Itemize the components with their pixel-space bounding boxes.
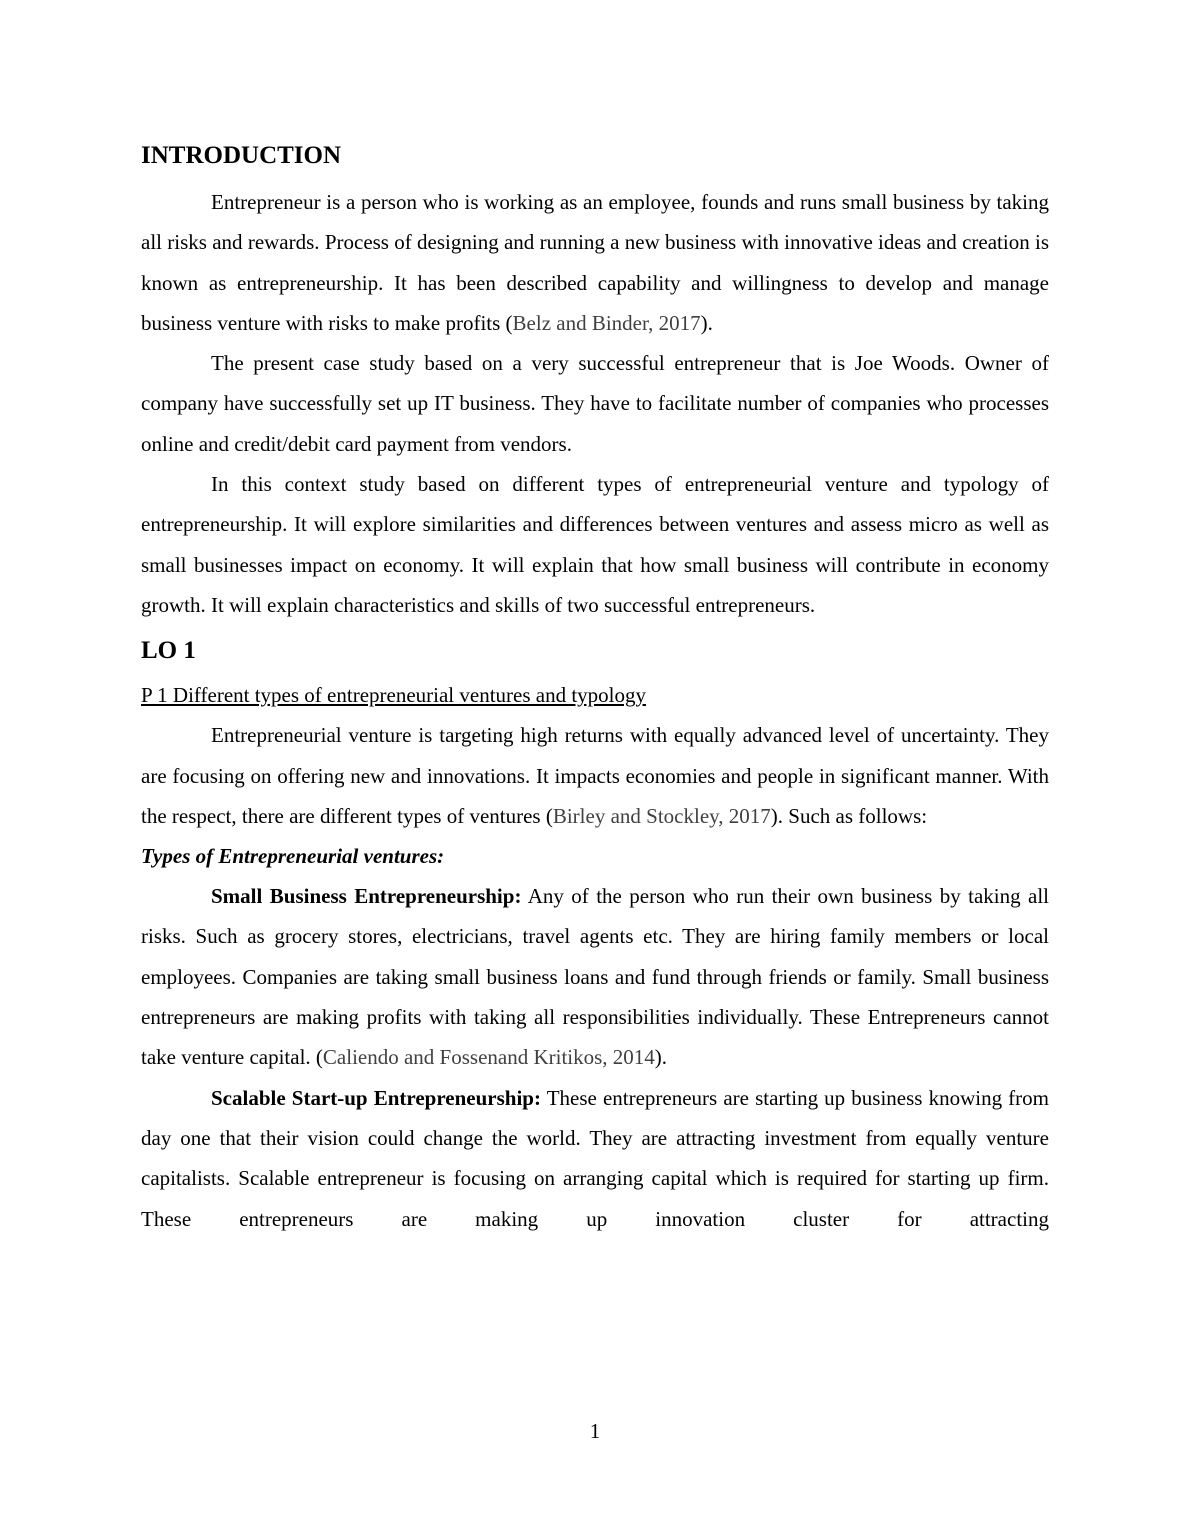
intro-paragraph-1-after: ). [700,310,713,335]
intro-paragraph-3: In this context study based on different types of entrepreneurial venture and typology of entrepreneurship. It will explore similarities and differences between ventures and assess micro as well as small businesses impact on economy. It will explain that how small business will contribute in economy growth. It will explain characteristics and skills of two successful entrepreneurs. [141,472,1049,617]
p1-paragraph-after: ). Such as follows: [770,803,928,828]
citation-caliendo: Caliendo and Fossenand Kritikos, 2014 [322,1045,655,1070]
small-business-after: ). [654,1045,668,1070]
scalable-term: Scalable Start-up Entrepreneurship: [211,1085,541,1110]
intro-paragraph-1 [141,182,1049,343]
small-business-paragraph [141,876,1049,1077]
types-heading: Types of Entrepreneurial ventures: [141,844,445,869]
page-number: 1 [589,1419,601,1443]
citation-birley-stockley: Birley and Stockley, 2017 [552,803,771,828]
scalable-paragraph [141,1078,1049,1239]
introduction-heading: INTRODUCTION [141,142,342,169]
scalable-text: These entrepreneurs are starting up business knowing from day one that their vision could change the world. They are attracting investment from equally venture capitalists. Scalable entrepreneur is focusing on arranging capital which is required for starting up firm. These entrepreneurs are making up innovation cluster for attracting [141,1085,1049,1231]
small-business-term: Small Business Entrepreneurship: [211,884,522,909]
p1-subheading: P 1 Different types of entrepreneurial ventures and typology [141,683,647,708]
small-business-text: Any of the person who run their own business by taking all risks. Such as grocery stores, electricians, travel agents etc. They are hiring family members or local employees. Companies are taking small business loans and fund through friends or family. Small business entrepreneurs are making profits with taking all responsibilities individually. These Entrepreneurs cannot take venture capital. ( [141,884,1049,1070]
lo1-heading: LO 1 [141,637,196,665]
intro-paragraph-2: The present case study based on a very successful entrepreneur that is Joe Woods. Owner of company have successfully set up IT business. They have to facilitate number of companies who processes online and credit/debit card payment from vendors. [141,351,1049,456]
p1-paragraph-text: Entrepreneurial venture is targeting high returns with equally advanced level of uncertainty. They are focusing on offering new and innovations. It impacts economies and people in significant manner. With the respect, there are different types of ventures ( [141,723,1049,828]
p1-paragraph [141,715,1049,836]
page-content [141,140,1049,1239]
citation-belz-binder: Belz and Binder, 2017 [512,310,701,335]
intro-paragraph-1-text: Entrepreneur is a person who is working as an employee, founds and runs small business by taking all risks and rewards. Process of designing and running a new business with innovative ideas and creation is known as entrepreneurship. It has been described capability and willingness to develop and manage business venture with risks to make profits ( [141,190,1049,335]
